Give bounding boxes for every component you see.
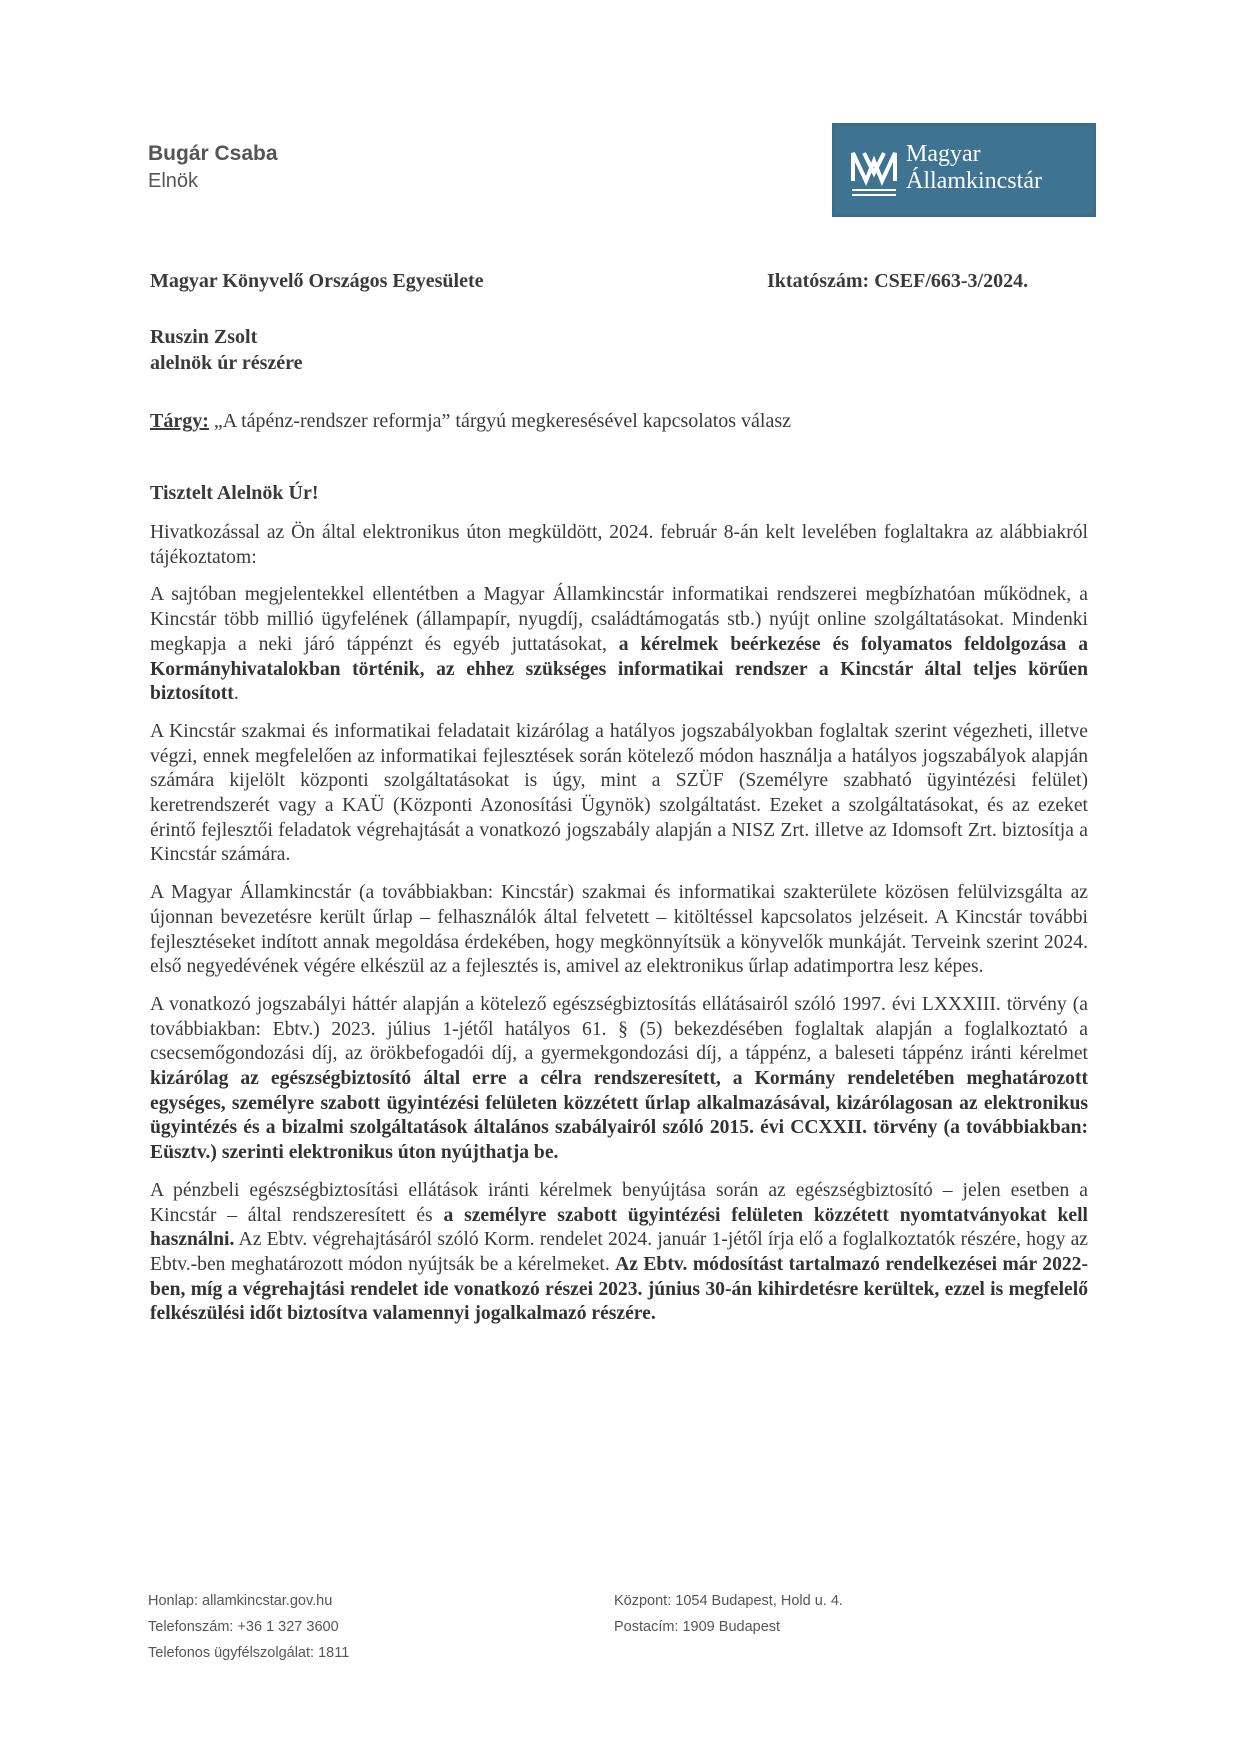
- text-segment: .: [233, 683, 239, 705]
- text-segment: A vonatkozó jogszabályi háttér alapján a kötelező egészségbiztosítás ellátásairól szóló 1997. évi LXXXIII. törvény (a továbbiakban: Ebtv.) 2023. július 1-jétől hatályos 61. § (5) bekezdésében foglaltak alapján a foglalkoztató a csecsemőgondozási díj, az örökbefogadói díj, a gyermekgondozási díj, a táppénz, a baleseti táppénz iránti kérelmet: [150, 993, 1088, 1065]
- mak-crown-monogram-icon: [850, 147, 898, 199]
- emphasis-segment: Az Ebtv. módosítást tartalmazó rendelkezései már 2022-ben, míg a végrehajtási rendelet ide vonatkozó részei 2023. június 30-án kihirdetésre kerültek, ezzel is megfelelő felkészülési időt biztosítva valamennyi jogalkalmazó részére.: [150, 1253, 1088, 1325]
- subject-text: „A tápénz-rendszer reformja” tárgyú megkeresésével kapcsolatos válasz: [208, 410, 792, 432]
- recipient-block: [150, 324, 303, 376]
- paragraph: [150, 881, 1088, 980]
- sender-role: Elnök: [148, 170, 199, 192]
- recipient-title: alelnök úr részére: [150, 352, 303, 374]
- paragraph: [150, 583, 1088, 707]
- emphasis-segment: kizárólag az egészségbiztosító által erre a célra rendszeresített, a Kormány rendeletében meghatározott egységes, személyre szabott ügyintézési felületen közzétett űrlap alkalmazásával, kizárólagosan az elektronikus ügyintézés és a bizalmi szolgáltatások általános szabályairól szóló 2015. évi CCXXII. törvény (a továbbiakban: Eüsztv.) szerinti elektronikus úton nyújthatja be.: [150, 1068, 1088, 1164]
- recipient-name: Ruszin Zsolt: [150, 326, 258, 348]
- text-segment: Hivatkozással az Ön által elektronikus úton megküldött, 2024. február 8-án kelt levelében foglaltakra az alábbiakról tájékoztatom:: [150, 522, 1088, 568]
- sender-block: [148, 140, 278, 194]
- footer-helpline: Telefonos ügyfélszolgálat: 1811: [148, 1645, 350, 1661]
- subject-line: [150, 408, 791, 434]
- logo-line-2: Államkincstár: [906, 168, 1042, 194]
- footer-contact: [148, 1588, 349, 1666]
- text-segment: A Kincstár szakmai és informatikai feladatait kizárólag a hatályos jogszabályokban foglaltak szerint végezheti, illetve végzi, ennek megfelelően az informatikai fejlesztések során kötelező módon használja a hatályos jogszabályok alapján számára kijelölt központi szolgáltatásokat is úgy, mint a SZÜF (Személyre szabható ügyintézési felület) keretrendszerét vagy a KAÜ (Központi Azonosítási Ügynök) szolgáltatást. Ezeket a szolgáltatásokat, és az ezeket érintő fejlesztői feladatok végrehajtását a vonatkozó jogszabály alapján a NISZ Zrt. illetve az Idomsoft Zrt. biztosítja a Kincstár számára.: [150, 720, 1088, 866]
- addressee-organization: Magyar Könyvelő Országos Egyesülete: [150, 270, 484, 292]
- text-segment: A pénzbeli egészségbiztosítási ellátások iránti kérelmek benyújtása során az egészségbiztosító – jelen esetben a Kincstár – által rendszeresített és: [150, 1179, 1088, 1226]
- emphasis-segment: a személyre szabott ügyintézési felületen közzétett nyomtatványokat kell használni.: [150, 1204, 1088, 1251]
- paragraph: [150, 1179, 1088, 1327]
- subject-label: Tárgy:: [150, 410, 209, 432]
- reference-label: Iktatószám:: [767, 270, 870, 292]
- salutation: Tisztelt Alelnök Úr!: [150, 482, 319, 504]
- emphasis-segment: a kérelmek beérkezése és folyamatos feldolgozása a Kormányhivatalokban történik, az ehhez szükséges informatikai rendszer a Kincstár által teljes körűen biztosított: [150, 633, 1088, 705]
- text-segment: A Magyar Államkincstár (a továbbiakban: Kincstár) szakmai és informatikai szakterülete közösen felülvizsgálta az újonnan bevezetésre került űrlap – felhasználók által felvetett – kitöltéssel kapcsolatos jelzéseit. A Kincstár további fejlesztéseket indított annak megoldása érdekében, hogy megkönnyítsük a könyvelők munkáját. Terveink szerint 2024. első negyedévének végére elkészül az a fejlesztés is, amivel az elektronikus űrlap adatimportra lesz képes.: [150, 882, 1088, 978]
- paragraph: [150, 993, 1088, 1166]
- logo-wordmark: [906, 141, 1042, 195]
- letter-body: [150, 521, 1088, 1340]
- footer-website: Honlap: allamkincstar.gov.hu: [148, 1593, 333, 1609]
- footer-headquarters: Központ: 1054 Budapest, Hold u. 4.: [614, 1593, 843, 1609]
- footer-phone: Telefonszám: +36 1 327 3600: [148, 1619, 339, 1635]
- footer-postal-address: Postacím: 1909 Budapest: [614, 1619, 781, 1635]
- reference-number: [767, 268, 1028, 294]
- text-segment: Az Ebtv. végrehajtásáról szóló Korm. rendelet 2024. január 1-jétől írja elő a foglalkoztatók részére, hogy az Ebtv.-ben meghatározott módon nyújtsák be a kérelmeket.: [150, 1229, 1088, 1275]
- text-segment: A sajtóban megjelentekkel ellentétben a Magyar Államkincstár informatikai rendszerei megbízhatóan működnek, a Kincstár több millió ügyfelének (állampapír, nyugdíj, családtámogatás stb.) nyújt online szolgáltatásokat. Mindenki megkapja a neki járó táppénzt és egyéb juttatásokat,: [150, 584, 1088, 655]
- sender-name: Bugár Csaba: [148, 142, 278, 165]
- footer-address: [614, 1588, 843, 1640]
- paragraph: [150, 720, 1088, 868]
- paragraph: [150, 521, 1088, 570]
- logo-line-1: Magyar: [906, 141, 981, 167]
- institution-logo: [832, 123, 1096, 217]
- reference-value: CSEF/663-3/2024.: [874, 270, 1029, 292]
